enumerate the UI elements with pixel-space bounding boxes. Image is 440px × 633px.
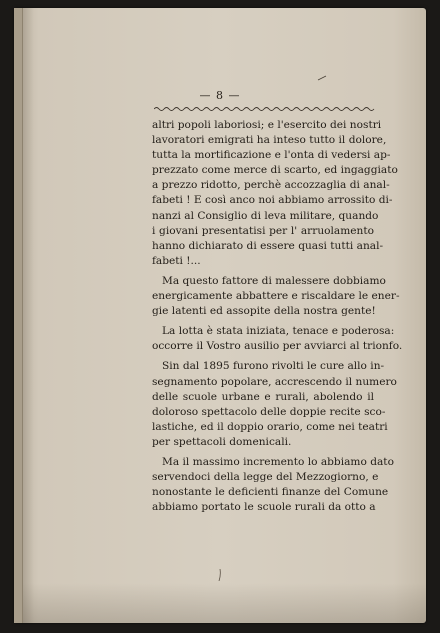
text-line: La lotta è stata iniziata, tenace e poderosa:: [162, 325, 395, 338]
page-number: — 8 —: [199, 89, 241, 102]
decorative-wavy-rule: [154, 106, 376, 112]
text-line: Ma il massimo incremento lo abbiamo dato: [162, 455, 394, 468]
paragraph-1: [152, 118, 398, 269]
text-line: nanzi al Consiglio di leva militare, quando: [152, 209, 379, 222]
pencil-mark: [317, 75, 327, 81]
text-line: gie latenti ed assopite della nostra gente!: [152, 305, 376, 318]
text-line: i giovani presentatisi per l' arruolamento: [152, 224, 374, 237]
text-line: Ma questo fattore di malessere dobbiamo: [162, 274, 386, 287]
text-line: fabeti !...: [152, 254, 201, 267]
text-line: fabeti ! E così anco noi abbiamo arrossito di-: [152, 194, 393, 207]
text-line: lavoratori emigrati ha inteso tutto il dolore,: [152, 134, 387, 147]
text-line: a prezzo ridotto, perchè accozzaglia di anal-: [152, 179, 390, 192]
text-line: altri popoli laboriosi; e l'esercito dei nostri: [152, 119, 382, 131]
text-line: hanno dichiarato di essere quasi tutti anal-: [152, 239, 384, 252]
text-line: delle scuole urbane e rurali, abolendo il: [152, 390, 374, 403]
text-line: abbiamo portato le scuole rurali da otto a: [152, 501, 376, 514]
text-line: tutta la mortificazione e l'onta di vedersi ap-: [152, 149, 391, 162]
text-line: doloroso spettacolo delle doppie recite sco-: [152, 405, 386, 418]
text-line: servendoci della legge del Mezzogiorno, e: [152, 471, 379, 484]
text-line: segnamento popolare, accrescendo il numero: [152, 375, 397, 388]
paragraph-5: [152, 455, 394, 515]
paragraph-2: [152, 274, 400, 319]
text-line: energicamente abbattere e riscaldare le ener-: [152, 290, 400, 303]
text-line: prezzato come merce di scarto, ed ingaggiato: [152, 164, 398, 177]
ink-mark: [218, 569, 222, 581]
text-line: per spettacoli domenicali.: [152, 435, 292, 448]
text-line: Sin dal 1895 furono rivolti le cure allo in-: [162, 360, 385, 373]
body-text: [152, 118, 403, 515]
text-line: lastiche, ed il doppio orario, come nei teatri: [152, 420, 388, 433]
text-line: occorre il Vostro ausilio per avviarci al trionfo.: [152, 340, 403, 353]
text-line: nonostante le deficienti finanze del Comune: [152, 486, 389, 499]
book-page: [14, 8, 426, 623]
book-spine-shadow: [14, 8, 23, 623]
paragraph-4: [152, 359, 397, 450]
paragraph-3: [152, 324, 403, 354]
